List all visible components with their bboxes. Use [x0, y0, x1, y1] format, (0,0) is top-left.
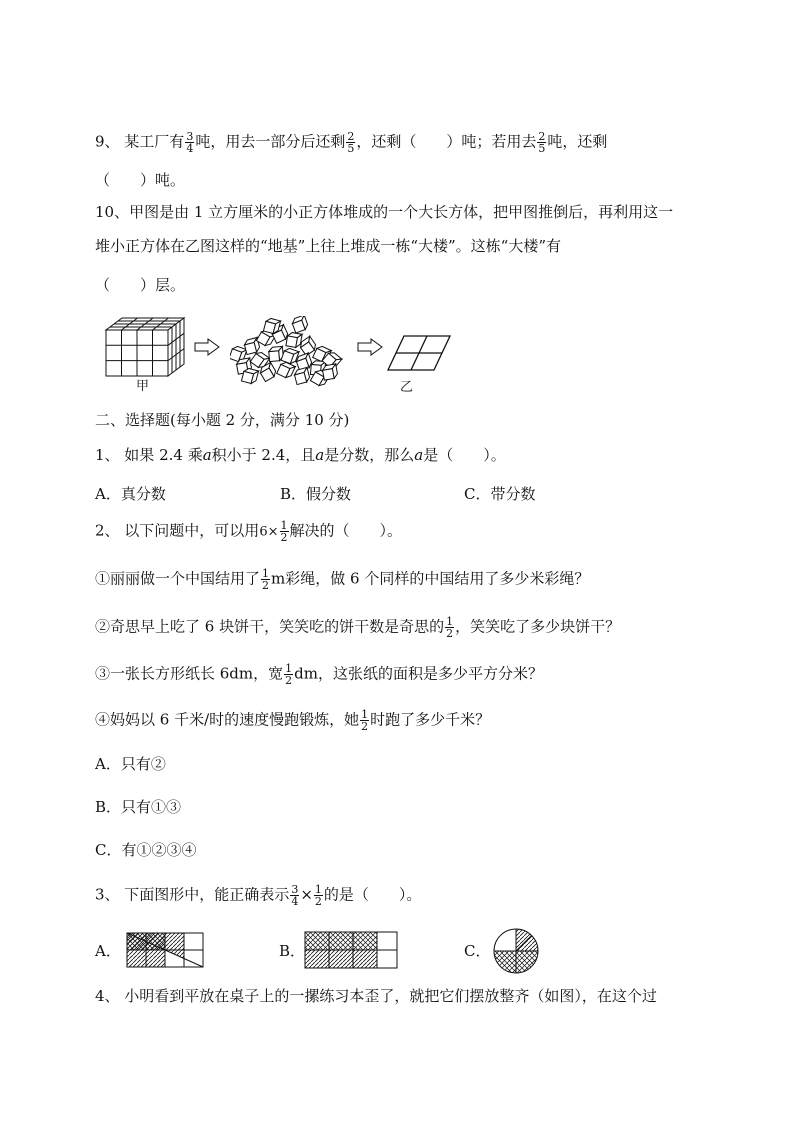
s2-question: 2、 以下问题中，可以用6× $\frac{1}{2}$ 解决的（ ）。 [95, 519, 403, 544]
s2-item-1: ①丽丽做一个中国结用了 $\frac{1}{2}$ m彩绳，做 6 个同样的中国结用了多少米彩绳？ [95, 567, 590, 592]
s1-option-c[interactable]: C．带分数 [464, 485, 536, 503]
s3-option-c[interactable]: C． [464, 942, 491, 960]
s3-figure-a [125, 931, 205, 969]
s2-item-2: ②奇思早上吃了 6 块饼干，笑笑吃的饼干数是奇思的 $\frac{1}{2}$ ，笑笑吃了多少块饼干？ [95, 615, 621, 640]
small-cube [286, 332, 302, 348]
s1-question: 1、 如果 2.4 乘a积小于 2.4，且a是分数，那么a是（ ）。 [95, 446, 506, 464]
q10-line2: 堆小正方体在乙图这样的“地基”上往上堆成一栋“大楼”。这栋“大楼”有 [95, 237, 562, 255]
q10-line3: （ ）层。 [95, 276, 186, 294]
q10-line1: 10、甲图是由 1 立方厘米的小正方体堆成的一个大长方体，把甲图推倒后，再利用这一 [95, 203, 674, 221]
s2-option-c[interactable]: C．有①②③④ [95, 841, 197, 859]
fraction-3-4: $\frac{3}{4}$ [186, 130, 194, 155]
s1-option-b[interactable]: B．假分数 [280, 485, 352, 503]
s3-figure-b [303, 930, 399, 970]
small-cube [291, 316, 309, 333]
s4-line1: 4、 小明看到平放在桌子上的一摞练习本歪了，就把它们摆放整齐（如图），在这个过 [95, 987, 657, 1005]
s2-option-a[interactable]: A．只有② [95, 755, 166, 773]
q9-line2: （ ）吨。 [95, 171, 186, 189]
s3-option-b[interactable]: B． [279, 942, 306, 960]
small-cube [277, 361, 296, 380]
s3-question: 3、 下面图形中，能正确表示 $\frac{3}{4}$ × $\frac{1}{2}$ 的是（ ）。 [95, 883, 422, 908]
arrow-right-icon [357, 338, 383, 356]
label-jia: 甲 [136, 379, 150, 394]
s2-option-b[interactable]: B．只有①③ [95, 798, 182, 816]
figure-jia-cuboid [102, 316, 190, 378]
fraction-2-5-b: $\frac{2}{5}$ [538, 130, 546, 155]
section-2-title: 二、选择题(每小题 2 分，满分 10 分) [95, 411, 350, 429]
fraction-2-5: $\frac{2}{5}$ [347, 130, 355, 155]
small-cube [293, 367, 310, 384]
s1-option-a[interactable]: A．真分数 [95, 485, 166, 503]
s2-item-4: ④妈妈以 6 千米/时的速度慢跑锻炼，她 $\frac{1}{2}$ 时跑了多少千米？ [95, 708, 491, 733]
q9-line1: 9、 某工厂有 $\frac{3}{4}$ 吨，用去一部分后还剩 $\frac{2}{5}$ ，还剩（ ）吨；若用去 $\frac{2}{5}$ 吨，还剩 [95, 130, 608, 155]
s3-option-a[interactable]: A． [95, 942, 121, 960]
s2-item-3: ③一张长方形纸长 6dm，宽 $\frac{1}{2}$ dm，这张纸的面积是多少平方分米？ [95, 662, 543, 687]
label-yi: 乙 [400, 380, 414, 395]
figure-scattered-cubes [230, 316, 350, 388]
arrow-right-icon [194, 338, 220, 356]
s3-figure-c [492, 928, 540, 974]
figure-yi-base [386, 334, 452, 372]
